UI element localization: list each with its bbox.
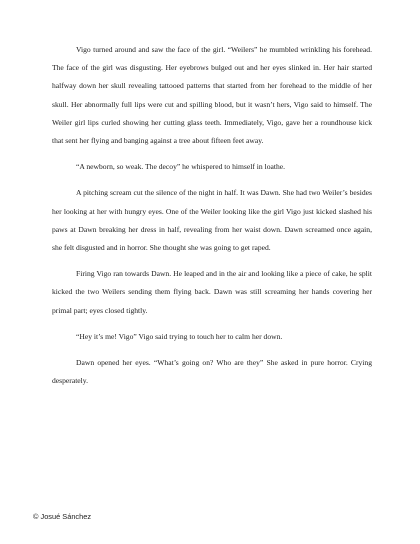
- paragraph-6: Dawn opened her eyes. “What’s going on? Who are they” She asked in pure horror. Crying desperately.: [52, 358, 372, 386]
- copyright-footer: © Josué Sánchez: [33, 512, 92, 521]
- story-body: [52, 41, 372, 398]
- paragraph-4: Firing Vigo ran towards Dawn. He leaped and in the air and looking like a piece of cake, he split kicked the two Weilers sending them flying back. Dawn was still screaming her hands covering her primal part; eyes closed tightly.: [52, 269, 372, 315]
- paragraph-1: Vigo turned around and saw the face of the girl. “Weilers” he mumbled wrinkling his forehead. The face of the girl was disgusting. Her eyebrows bulged out and her eyes slinked in. Her hair started halfway down her skull revealing tattooed patterns that started from her forehead to the middle of her skull. Her abnormally full lips were cut and spilling blood, but it wasn’t hers, Vigo said to himself. The Weiler girl lips curled showing her cutting glass teeth. Immediately, Vigo, gave her a roundhouse kick that sent her flying and banging against a tree about fifteen feet away.: [52, 45, 372, 146]
- paragraph-5: “Hey it’s me! Vigo” Vigo said trying to touch her to calm her down.: [76, 331, 283, 341]
- paragraph-3: A pitching scream cut the silence of the night in half. It was Dawn. She had two Weiler’s besides her looking at her with hungry eyes. One of the Weiler looking like the girl Vigo just kicked slashed his paws at Dawn breaking her dress in half, revealing from her waist down. Dawn screamed once again, she felt disgusted and in horror. She thought she was going to get raped.: [52, 188, 372, 253]
- paragraph-2: “A newborn, so weak. The decoy” he whispered to himself in loathe.: [76, 162, 286, 172]
